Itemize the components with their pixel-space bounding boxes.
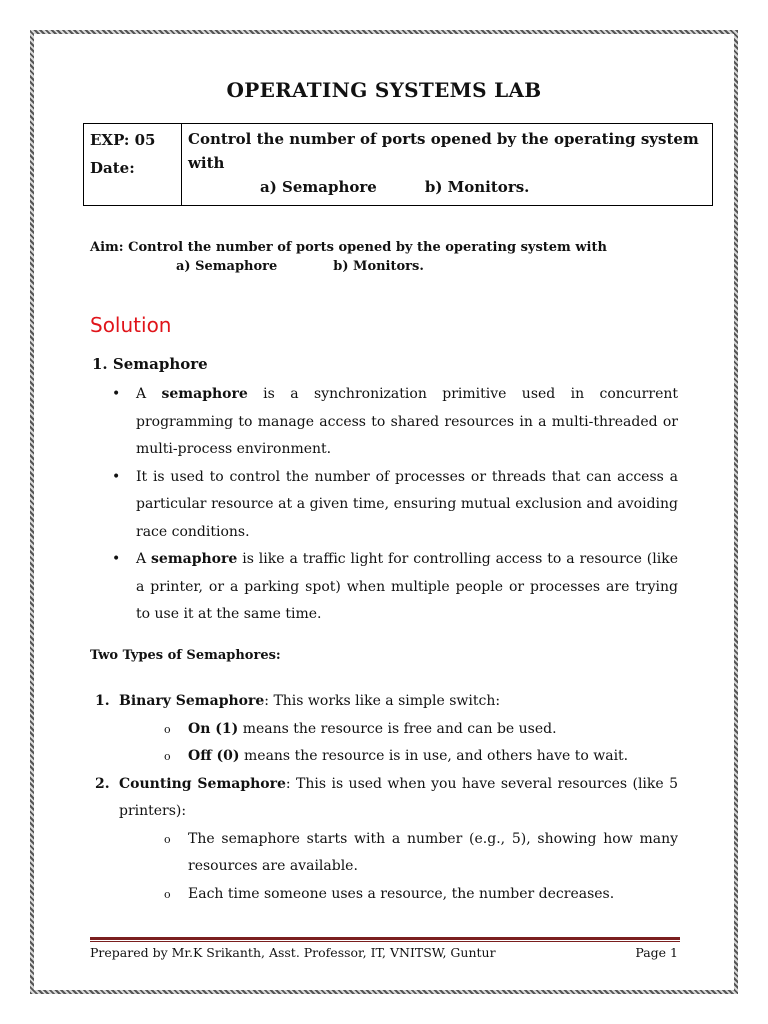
list-item: • A semaphore is a synchronization primitive used in concurrent programming to manage access to shared resources in a multi-threaded or multi-process environment. bbox=[112, 381, 678, 464]
solution-heading: Solution bbox=[90, 313, 172, 337]
bullet-marker: • bbox=[112, 551, 121, 567]
list-item: • A semaphore is like a traffic light for controlling access to a resource (like a printer, or a parking spot) when multiple people or processes are trying to use it at the same time. bbox=[112, 546, 678, 629]
experiment-meta-cell bbox=[84, 124, 182, 205]
item-number: 1. bbox=[95, 693, 110, 709]
list-item: o The semaphore starts with a number (e.g., 5), showing how many resources are available. bbox=[164, 826, 678, 881]
list-item: o Each time someone uses a resource, the number decreases. bbox=[164, 881, 678, 909]
footer-divider-thick bbox=[90, 937, 680, 940]
type-name: Counting Semaphore bbox=[119, 775, 286, 792]
aim-option-b: b) Monitors. bbox=[333, 259, 424, 274]
page-title: OPERATING SYSTEMS LAB bbox=[226, 78, 542, 102]
experiment-description: Control the number of ports opened by the operating system with bbox=[188, 130, 699, 172]
sub-list bbox=[119, 716, 678, 771]
semaphore-bullet-list bbox=[112, 381, 678, 629]
option-a: a) Semaphore bbox=[260, 178, 377, 196]
aim-option-a: a) Semaphore bbox=[176, 259, 278, 274]
bullet-marker: • bbox=[112, 468, 121, 485]
circle-bullet-icon: o bbox=[164, 750, 171, 763]
date-label: Date: bbox=[90, 159, 135, 177]
circle-bullet-icon: o bbox=[164, 722, 171, 736]
exp-number: EXP: 05 bbox=[90, 131, 156, 149]
experiment-table bbox=[83, 123, 713, 206]
page-number: Page 1 bbox=[635, 945, 678, 960]
experiment-title-cell bbox=[182, 124, 712, 205]
page-footer bbox=[90, 945, 678, 960]
circle-bullet-icon: o bbox=[164, 832, 171, 846]
type-name: Binary Semaphore bbox=[119, 693, 265, 709]
experiment-options bbox=[188, 175, 706, 199]
list-item: 1. Binary Semaphore: This works like a simple switch: o On (1) means the resource is free and can be used. o Off (0) means the resource is in use, and others have to wait. bbox=[95, 688, 678, 771]
list-item: 2. Counting Semaphore: This is used when you have several resources (like 5 printers): o The semaphore starts with a number (e.g., 5), showing how many resources are available. o Each time someone uses a resource, the number decreases. bbox=[95, 771, 678, 909]
footer-divider-thin bbox=[90, 941, 680, 942]
item-number: 2. bbox=[95, 775, 110, 792]
list-item: o On (1) means the resource is free and can be used. bbox=[164, 716, 678, 744]
list-item: o Off (0) means the resource is in use, and others have to wait. bbox=[164, 743, 678, 771]
aim-section bbox=[90, 238, 690, 276]
list-item: • It is used to control the number of processes or threads that can access a particular resource at a given time, ensuring mutual exclusion and avoiding race conditions. bbox=[112, 464, 678, 547]
aim-text: Aim: Control the number of ports opened by the operating system with bbox=[90, 240, 607, 255]
bullet-marker: • bbox=[112, 386, 121, 402]
semaphore-types-list bbox=[95, 688, 678, 908]
option-b: b) Monitors. bbox=[424, 178, 530, 196]
sub-list bbox=[119, 826, 678, 909]
footer-credit: Prepared by Mr.K Srikanth, Asst. Professor, IT, VNITSW, Guntur bbox=[90, 945, 496, 960]
aim-options bbox=[90, 257, 690, 276]
circle-bullet-icon: o bbox=[164, 887, 171, 901]
types-heading: Two Types of Semaphores: bbox=[90, 648, 281, 663]
semaphore-heading: 1. Semaphore bbox=[92, 355, 208, 373]
